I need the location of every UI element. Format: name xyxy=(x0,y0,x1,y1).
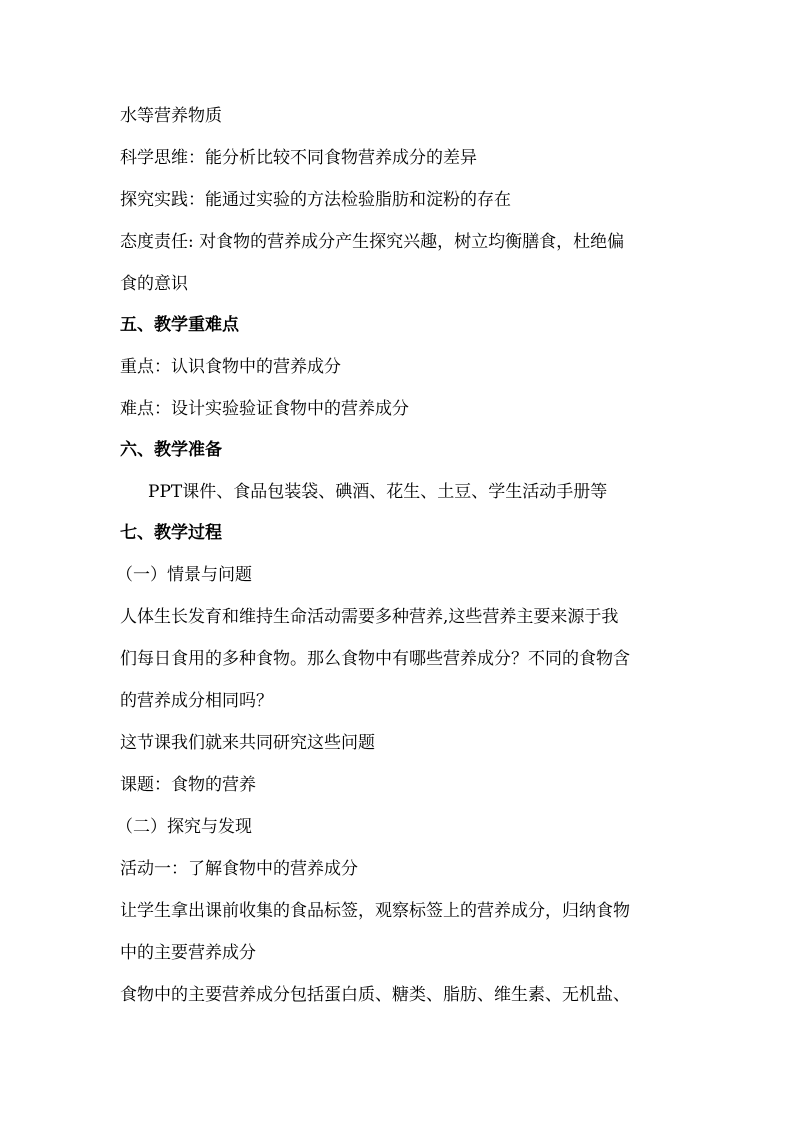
text-line: 水等营养物质 xyxy=(120,106,222,126)
text-line: 重点：认识食物中的营养成分 xyxy=(120,357,341,377)
text-line: 食物中的主要营养成分包括蛋白质、糖类、脂肪、维生素、无机盐、 xyxy=(120,985,630,1005)
text-line: 的营养成分相同吗？ xyxy=(120,691,273,711)
text-line: 食的意识 xyxy=(120,274,188,294)
text-line: 课题：食物的营养 xyxy=(120,775,256,795)
text-line: 态度责任: 对食物的营养成分产生探究兴趣，树立均衡膳食，杜绝偏 xyxy=(120,232,625,252)
text-line: 们每日食用的多种食物。那么食物中有哪些营养成分？不同的食物含 xyxy=(120,649,630,669)
text-line: 难点：设计实验验证食物中的营养成分 xyxy=(120,399,409,419)
section-heading: 七、教学过程 xyxy=(120,523,222,543)
section-heading: 六、教学准备 xyxy=(120,440,222,460)
text-line: 让学生拿出课前收集的食品标签，观察标签上的营养成分，归纳食物 xyxy=(120,901,630,921)
text-line: 这节课我们就来共同研究这些问题 xyxy=(120,733,375,753)
subsection-heading: （一）情景与问题 xyxy=(116,565,252,585)
text-line: 探究实践：能通过实验的方法检验脂肪和淀粉的存在 xyxy=(120,190,511,210)
section-heading: 五、教学重难点 xyxy=(120,315,239,335)
text-line: 人体生长发育和维持生命活动需要多种营养,这些营养主要来源于我 xyxy=(120,607,619,627)
text-line: 中的主要营养成分 xyxy=(120,943,256,963)
text-line: 活动一：了解食物中的营养成分 xyxy=(120,859,358,879)
subsection-heading: （二）探究与发现 xyxy=(116,817,252,837)
text-line: PPT课件、食品包装袋、碘酒、花生、土豆、学生活动手册等 xyxy=(148,482,608,502)
text-line: 科学思维：能分析比较不同食物营养成分的差异 xyxy=(120,148,477,168)
